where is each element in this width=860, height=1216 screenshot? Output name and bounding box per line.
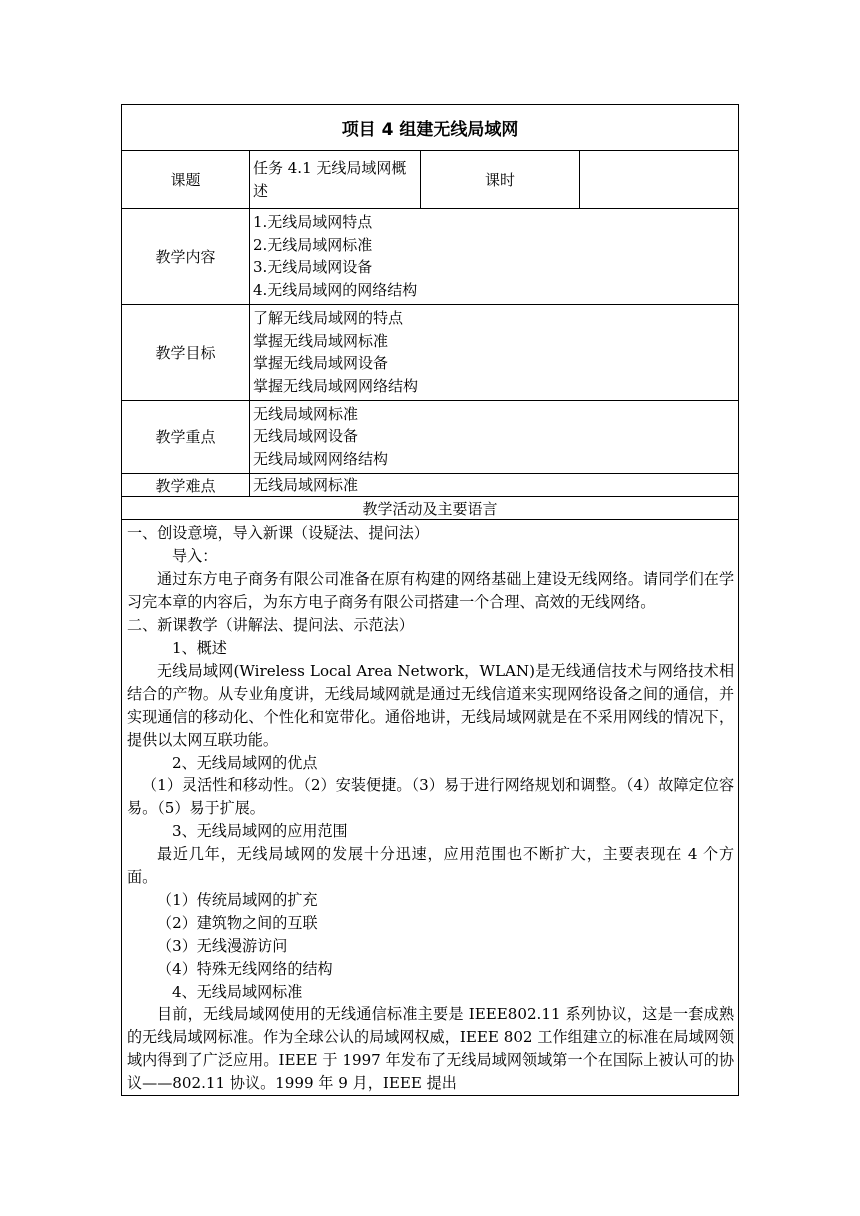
topic-row bbox=[122, 151, 739, 209]
content-list bbox=[250, 209, 739, 305]
paragraph: 最近几年，无线局域网的发展十分迅速，应用范围也不断扩大，主要表现在 4 个方面。 bbox=[127, 845, 735, 887]
activities-header-row bbox=[122, 497, 739, 520]
difficult-row bbox=[122, 473, 739, 497]
list-item: （4）特殊无线网络的结构 bbox=[157, 959, 333, 978]
key-item: 无线局域网标准 bbox=[253, 404, 359, 423]
key-item: 无线局域网网络结构 bbox=[253, 450, 389, 469]
content-item: 4.无线局域网的网络结构 bbox=[253, 281, 418, 300]
hours-label: 课时 bbox=[421, 151, 580, 209]
subheading: 4、无线局域网标准 bbox=[172, 982, 303, 1001]
key-label: 教学重点 bbox=[122, 400, 250, 473]
key-row bbox=[122, 400, 739, 473]
lesson-plan-sheet bbox=[121, 104, 738, 1096]
goal-item: 掌握无线局域网标准 bbox=[253, 331, 389, 350]
page-title: 项目 4 组建无线局域网 bbox=[122, 105, 739, 151]
goals-label: 教学目标 bbox=[122, 304, 250, 400]
list-item: （2）建筑物之间的互联 bbox=[157, 913, 318, 932]
difficult-value: 无线局域网标准 bbox=[250, 473, 739, 497]
goals-list bbox=[250, 304, 739, 400]
paragraph: 无线局域网(Wireless Local Area Network，WLAN)是无线通信技术与网络技术相结合的产物。从专业角度讲，无线局域网就是通过无线信道来实现网络设备之间的通信，并实现通信的移动化、个性化和宽带化。通俗地讲，无线局域网就是在不采用网线的情况下，提供以太网互联功能。 bbox=[127, 661, 735, 749]
lesson-plan-table bbox=[121, 104, 739, 1096]
topic-label: 课题 bbox=[122, 151, 250, 209]
goal-item: 掌握无线局域网网络结构 bbox=[253, 376, 419, 395]
key-list bbox=[250, 400, 739, 473]
paragraph: 目前，无线局域网使用的无线通信标准主要是 IEEE802.11 系列协议，这是一套成熟的无线局域网标准。作为全球公认的局域网权威，IEEE 802 工作组建立的标准在局域网领域内得到了广泛应用。IEEE 于 1997 年发布了无线局域网领域第一个在国际上被认可的协议——802.11 协议。1999 年 9 月，IEEE 提出 bbox=[127, 1005, 735, 1093]
goal-item: 了解无线局域网的特点 bbox=[253, 308, 404, 327]
goal-item: 掌握无线局域网设备 bbox=[253, 354, 389, 373]
content-row bbox=[122, 209, 739, 305]
activities-body bbox=[122, 520, 739, 1096]
title-row bbox=[122, 105, 739, 151]
list-item: （1）传统局域网的扩充 bbox=[157, 890, 318, 909]
paragraph: 通过东方电子商务有限公司准备在原有构建的网络基础上建设无线网络。请同学们在学习完本章的内容后，为东方电子商务有限公司搭建一个合理、高效的无线网络。 bbox=[127, 570, 735, 612]
section-heading: 二、新课教学（讲解法、提问法、示范法） bbox=[127, 616, 414, 635]
subheading: 2、无线局域网的优点 bbox=[172, 753, 318, 772]
section-heading: 一、创设意境，导入新课（设疑法、提问法） bbox=[127, 524, 429, 543]
hours-value bbox=[580, 151, 739, 209]
content-item: 2.无线局域网标准 bbox=[253, 235, 373, 254]
content-item: 3.无线局域网设备 bbox=[253, 258, 373, 277]
paragraph: 导入： bbox=[172, 547, 218, 566]
content-label: 教学内容 bbox=[122, 209, 250, 305]
activities-header: 教学活动及主要语言 bbox=[122, 497, 739, 520]
key-item: 无线局域网设备 bbox=[253, 427, 359, 446]
subheading: 3、无线局域网的应用范围 bbox=[172, 822, 348, 841]
content-item: 1.无线局域网特点 bbox=[253, 213, 373, 231]
subheading: 1、概述 bbox=[172, 638, 227, 657]
topic-value: 任务 4.1 无线局域网概述 bbox=[250, 151, 421, 209]
difficult-label: 教学难点 bbox=[122, 473, 250, 497]
paragraph: （1）灵活性和移动性。（2）安装便捷。（3）易于进行网络规划和调整。（4）故障定位容易。（5）易于扩展。 bbox=[127, 776, 735, 818]
activities-body-row bbox=[122, 520, 739, 1096]
goals-row bbox=[122, 304, 739, 400]
list-item: （3）无线漫游访问 bbox=[157, 936, 288, 955]
